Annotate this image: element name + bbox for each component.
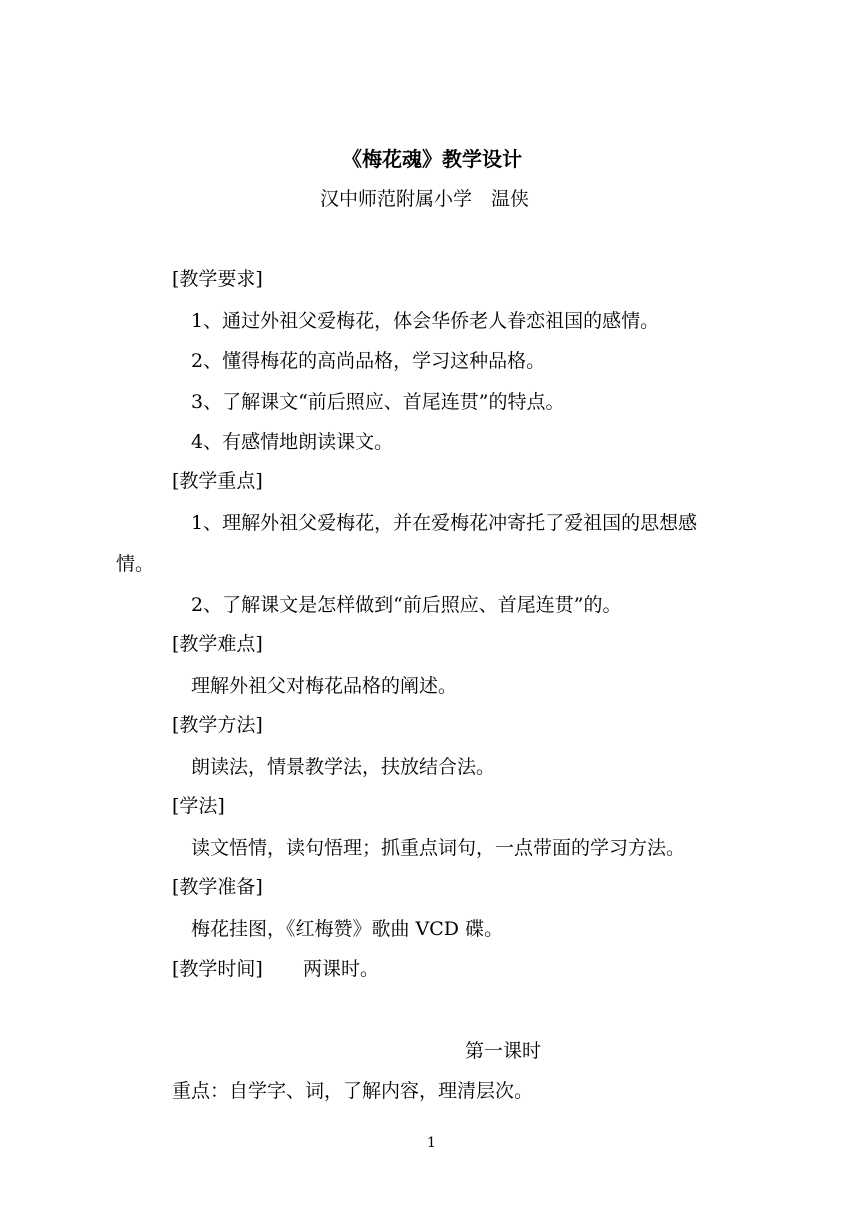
- methods-text: 朗读法，情景教学法，扶放结合法。: [191, 756, 496, 778]
- requirement-item-1: 1、通过外祖父爱梅花，体会华侨老人眷恋祖国的感情。: [191, 310, 660, 332]
- section-heading-methods: [教学方法]: [172, 714, 263, 736]
- key-point-item-2: 2、了解课文是怎样做到“前后照应、首尾连贯”的。: [191, 594, 622, 616]
- section-heading-preparation: [教学准备]: [172, 876, 263, 898]
- key-point-item-1-line-1: 1、理解外祖父爱梅花，并在爱梅花冲寄托了爱祖国的思想感: [191, 512, 698, 534]
- section-heading-requirements: [教学要求]: [172, 268, 263, 290]
- section-heading-key-points: [教学重点]: [172, 470, 263, 492]
- difficulty-text: 理解外祖父对梅花品格的阐述。: [191, 675, 458, 697]
- preparation-text: 梅花挂图，《红梅赞》歌曲 VCD 碟。: [191, 918, 504, 940]
- requirement-item-2: 2、懂得梅花的高尚品格，学习这种品格。: [191, 350, 546, 372]
- section-heading-study-method: [学法]: [172, 795, 225, 817]
- author-line: 汉中师范附属小学 温侠: [320, 188, 530, 210]
- key-point-item-1-line-2: 情。: [116, 553, 155, 575]
- requirement-item-3: 3、了解课文“前后照应、首尾连贯”的特点。: [191, 391, 565, 413]
- page-number: 1: [427, 1135, 436, 1151]
- section-heading-difficulty: [教学难点]: [172, 633, 263, 655]
- requirement-item-4: 4、有感情地朗读课文。: [191, 431, 394, 453]
- time-text: 两课时。: [303, 958, 380, 980]
- lesson1-focus: 重点：自学字、词，了解内容，理清层次。: [172, 1080, 534, 1102]
- document-title: 《梅花魂》教学设计: [342, 147, 522, 171]
- study-method-text: 读文悟情，读句悟理；抓重点词句，一点带面的学习方法。: [191, 837, 686, 859]
- lesson1-title: 第一课时: [465, 1040, 542, 1062]
- section-heading-time: [教学时间]: [172, 958, 263, 980]
